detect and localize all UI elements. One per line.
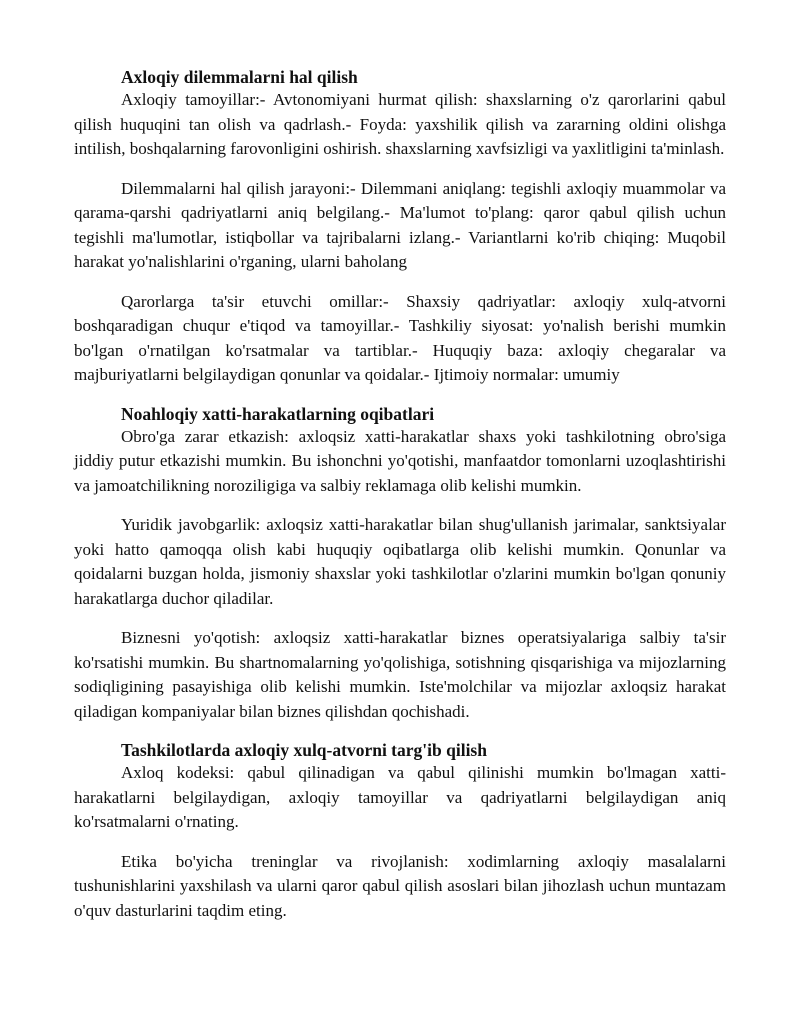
paragraph: Dilemmalarni hal qilish jarayoni:- Dilemmani aniqlang: tegishli axloqiy muammolar va qarama-qarshi qadriyatlarni aniq belgilang.- Ma'lumot to'plang: qaror qabul qilish uchun tegishli ma'lumotlar, istiqbollar va tajribalarni izlang.- Variantlarni ko'rib chiqing: Muqobil harakat yo'nalishlarini o'rganing, ularni baholang	[74, 178, 726, 271]
section-heading: Noahloqiy xatti-harakatlarning oqibatlari	[121, 403, 435, 424]
paragraph: Biznesni yo'qotish: axloqsiz xatti-harakatlar biznes operatsiyalariga salbiy ta'sir ko'rsatishi mumkin. Bu shartnomalarning yo'qolishiga, sotishning qisqarishiga va mijozlarning sodiqligining pasayishiga olib kelishi mumkin. Iste'molchilar va mijozlar axloqsiz harakat qiladigan kompaniyalar bilan biznes qilishdan qochishadi.	[74, 628, 726, 721]
paragraph: Yuridik javobgarlik: axloqsiz xatti-harakatlar bilan shug'ullanish jarimalar, sanktsiyalar yoki hatto qamoqqa olish kabi huquqiy oqibatlarga olib kelishi mumkin. Qonunlar va qoidalarni buzgan holda, jismoniy shaxslar yoki tashkilotlar o'zlarini mumkin bo'lgan qonuniy harakatlarga duchor qiladilar.	[74, 515, 726, 608]
paragraph: Axloq kodeksi: qabul qilinadigan va qabul qilinishi mumkin bo'lmagan xatti-harakatlarni belgilaydigan, axloqiy tamoyillar va qadriyatlarni belgilaydigan aniq ko'rsatmalarni o'rnating.	[74, 763, 726, 831]
section-heading: Axloqiy dilemmalarni hal qilish	[121, 67, 358, 87]
paragraph: Qarorlarga ta'sir etuvchi omillar:- Shaxsiy qadriyatlar: axloqiy xulq-atvorni boshqaradigan chuqur e'tiqod va tamoyillar.- Tashkiliy siyosat: yo'nalish berishi mumkin bo'lgan o'rnatilgan ko'rsatmalar va tartiblar.- Huquqiy baza: axloqiy chegaralar va majburiyatlarni belgilaydigan qonunlar va qoidalar.- Ijtimoiy normalar: umumiy	[74, 291, 726, 384]
paragraph: Axloqiy tamoyillar:- Avtonomiyani hurmat qilish: shaxslarning o'z qarorlarini qabul qilish huquqini tan olish va qadrlash.- Foyda: yaxshilik qilish va zararning oldini olishga intilish, boshqalarning farovonligini oshirish. shaxslarning xavfsizligi va yaxlitligini ta'minlash.	[74, 90, 726, 158]
paragraph: Etika bo'yicha treninglar va rivojlanish: xodimlarning axloqiy masalalarni tushunishlarini yaxshilash va ularni qaror qabul qilish asoslari bilan jihozlash uchun muntazam o'quv dasturlarini taqdim eting.	[74, 851, 726, 920]
section-heading: Tashkilotlarda axloqiy xulq-atvorni targ'ib qilish	[121, 740, 487, 760]
paragraph: Obro'ga zarar etkazish: axloqsiz xatti-harakatlar shaxs yoki tashkilotning obro'siga jiddiy putur etkazishi mumkin. Bu ishonchni yo'qotishi, manfaatdor tomonlarni uzoqlashtirishi va jamoatchilikning noroziligiga va salbiy reklamaga olib kelishi mumkin.	[74, 426, 726, 495]
